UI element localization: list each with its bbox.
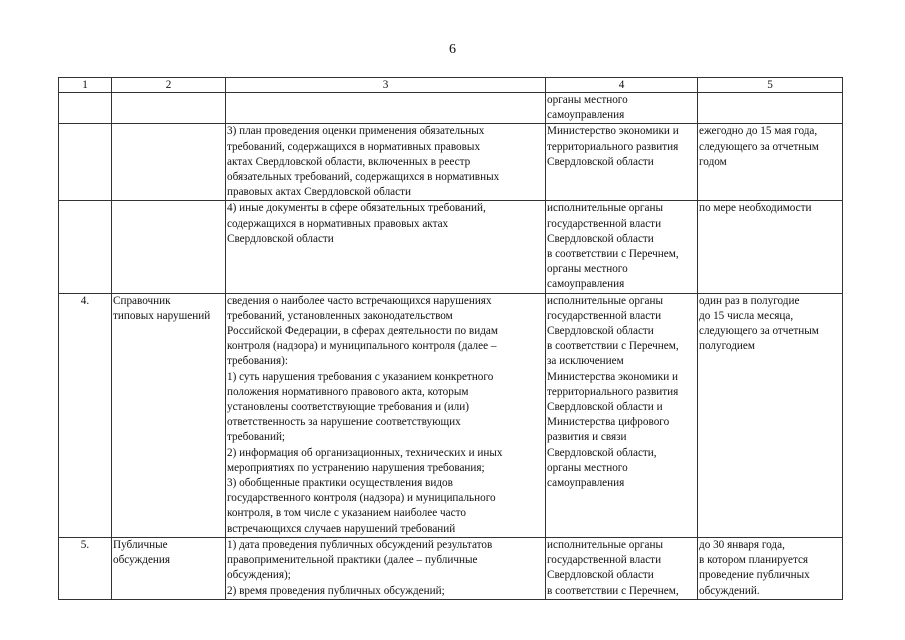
- cell-responsible: [546, 124, 698, 201]
- text-line: следующего за отчетным: [699, 325, 819, 338]
- text-line: контроля (надзора) и муниципального контроля (далее –: [227, 340, 497, 353]
- text-line: Свердловской области,: [547, 446, 657, 459]
- text-line: обязательных требований, содержащихся в нормативных: [227, 171, 500, 184]
- text-line: проведение публичных: [699, 569, 810, 582]
- text-line: государственной власти: [547, 309, 662, 322]
- text-line: требований, установленных законодательством: [227, 309, 453, 322]
- table-body: [59, 93, 843, 600]
- cell-responsible: [546, 537, 698, 599]
- text-line: исполнительные органы: [547, 294, 663, 307]
- cell-content: [226, 293, 546, 537]
- text-line: самоуправления: [547, 477, 625, 490]
- text-line: Министерства цифрового: [547, 416, 670, 429]
- text-line: обсуждений.: [699, 584, 760, 597]
- cell-content: [226, 201, 546, 293]
- text-line: исполнительные органы: [547, 538, 663, 551]
- text-line: 4) иные документы в сфере обязательных требований,: [227, 202, 486, 215]
- text-line: Министерства экономики и: [547, 370, 678, 383]
- text-line: территориального развития: [547, 140, 679, 153]
- header-col-3: 3: [226, 78, 546, 93]
- text-line: в соответствии с Перечнем,: [547, 340, 679, 353]
- text-line: исполнительные органы: [547, 202, 663, 215]
- text-line: Справочник: [113, 294, 171, 307]
- text-line: правоприменительной практики (далее – публичные: [227, 554, 478, 567]
- text-line: обсуждения: [113, 554, 171, 567]
- text-line: следующего за отчетным: [699, 140, 819, 153]
- activities-table: [58, 77, 843, 600]
- text-line: 2) информация об организационных, технических и иных: [227, 446, 503, 459]
- text-line: контроля, в том числе с указанием наиболее часто: [227, 507, 466, 520]
- text-line: содержащихся в нормативных правовых актах: [227, 217, 449, 230]
- cell-number: 5.: [59, 537, 112, 599]
- text-line: органы местного: [547, 94, 628, 106]
- text-line: Свердловской области: [547, 155, 654, 168]
- text-line: государственной власти: [547, 554, 662, 567]
- table-row: [59, 124, 843, 201]
- header-col-5: 5: [698, 78, 843, 93]
- cell-name: [112, 537, 226, 599]
- text-line: государственного контроля (надзора) и муниципального: [227, 492, 496, 505]
- cell-deadline: [698, 537, 843, 599]
- cell-deadline: [698, 293, 843, 537]
- text-line: годом: [699, 155, 727, 168]
- text-line: Публичные: [113, 538, 168, 551]
- text-line: типовых нарушений: [113, 309, 211, 322]
- text-line: территориального развития: [547, 385, 679, 398]
- text-line: Свердловской области: [547, 569, 654, 582]
- text-line: 1) дата проведения публичных обсуждений результатов: [227, 538, 493, 551]
- text-line: обсуждения);: [227, 569, 291, 582]
- text-line: развития и связи: [547, 431, 627, 444]
- table-row: [59, 537, 843, 599]
- cell-responsible: [546, 93, 698, 124]
- text-line: Министерство экономики и: [547, 125, 679, 138]
- text-line: сведения о наиболее часто встречающихся нарушениях: [227, 294, 492, 307]
- text-line: требований, содержащихся в нормативных правовых: [227, 140, 481, 153]
- cell-content: [226, 93, 546, 124]
- cell-name: [112, 93, 226, 124]
- cell-number: 4.: [59, 293, 112, 537]
- cell-deadline: [698, 93, 843, 124]
- cell-name: [112, 124, 226, 201]
- text-line: актах Свердловской области, включенных в реестр: [227, 155, 471, 168]
- text-line: требования):: [227, 355, 288, 368]
- text-line: в соответствии с Перечнем,: [547, 248, 679, 261]
- cell-responsible: [546, 201, 698, 293]
- text-line: 3) план проведения оценки применения обязательных: [227, 125, 485, 138]
- cell-name: [112, 293, 226, 537]
- text-line: полугодием: [699, 340, 755, 353]
- cell-name: [112, 201, 226, 293]
- cell-responsible: [546, 293, 698, 537]
- cell-deadline: [698, 201, 843, 293]
- text-line: самоуправления: [547, 278, 625, 291]
- text-line: Свердловской области: [547, 325, 654, 338]
- cell-deadline: [698, 124, 843, 201]
- text-line: установлены соответствующие требования и (или): [227, 401, 469, 414]
- text-line: ежегодно до 15 мая года,: [699, 125, 818, 138]
- text-line: органы местного: [547, 461, 628, 474]
- text-line: в котором планируется: [699, 554, 809, 567]
- text-line: в соответствии с Перечнем,: [547, 584, 679, 597]
- cell-content: [226, 537, 546, 599]
- text-line: органы местного: [547, 263, 628, 276]
- text-line: Свердловской области и: [547, 401, 663, 414]
- text-line: мероприятиях по устранению нарушения требования;: [227, 461, 485, 474]
- text-line: ответственность за нарушение соответствующих: [227, 416, 461, 429]
- text-line: Российской Федерации, в сферах деятельности по видам: [227, 325, 498, 338]
- text-line: за исключением: [547, 355, 624, 368]
- header-col-2: 2: [112, 78, 226, 93]
- cell-number: [59, 124, 112, 201]
- text-line: 3) обобщенные практики осуществления видов: [227, 477, 453, 490]
- header-col-4: 4: [546, 78, 698, 93]
- text-line: 1) суть нарушения требования с указанием конкретного: [227, 370, 494, 383]
- table-row: [59, 201, 843, 293]
- text-line: требований;: [227, 431, 286, 444]
- page-number: 6: [449, 42, 456, 57]
- text-line: положения нормативного правового акта, которым: [227, 385, 469, 398]
- text-line: до 15 числа месяца,: [699, 309, 794, 322]
- header-col-1: 1: [59, 78, 112, 93]
- text-line: государственной власти: [547, 217, 662, 230]
- text-line: Свердловской области: [227, 232, 334, 245]
- text-line: Свердловской области: [547, 232, 654, 245]
- table-row: [59, 293, 843, 537]
- text-line: 2) время проведения публичных обсуждений;: [227, 584, 445, 597]
- text-line: самоуправления: [547, 109, 625, 122]
- table-header-row: [59, 78, 843, 93]
- cell-number: [59, 93, 112, 124]
- text-line: по мере необходимости: [699, 202, 812, 215]
- text-line: правовых актах Свердловской области: [227, 186, 411, 199]
- cell-number: [59, 201, 112, 293]
- table-row: [59, 93, 843, 124]
- cell-content: [226, 124, 546, 201]
- text-line: до 30 января года,: [699, 538, 785, 551]
- text-line: один раз в полугодие: [699, 294, 800, 307]
- text-line: встречающихся случаев нарушений требований: [227, 522, 456, 535]
